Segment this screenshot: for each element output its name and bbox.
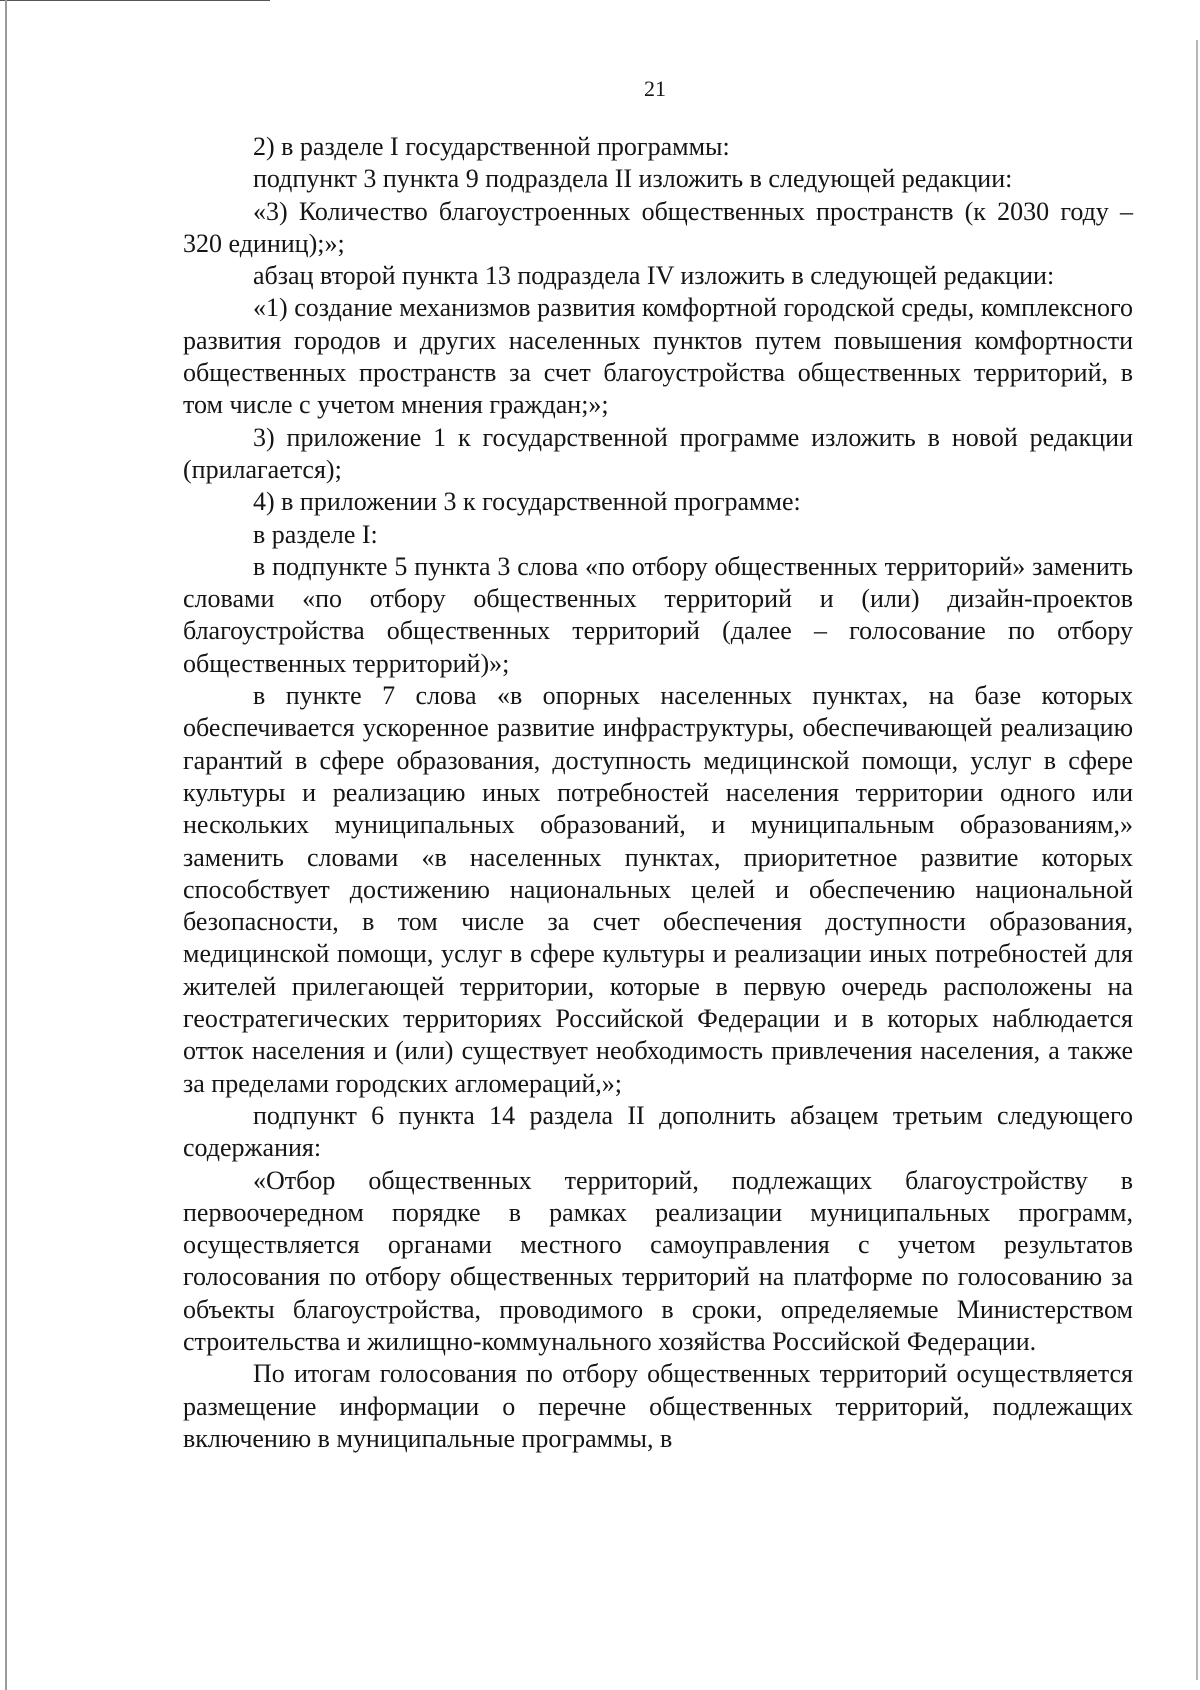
paragraph: в подпункте 5 пункта 3 слова «по отбору общественных территорий» заменить словами «по отбору общественных территорий и (или) дизайн-проектов благоустройства общественных территорий (далее – голосование по отбору общественных территорий)»; — [183, 551, 1133, 678]
paragraph: подпункт 3 пункта 9 подраздела II изложить в следующей редакции: — [253, 164, 1013, 194]
paragraph: «Отбор общественных территорий, подлежащих благоустройству в первоочередном порядке в рамках реализации муниципальных программ, осуществляется органами местного самоуправления с учетом результатов голосования по отбору общественных территорий на платформе по голосованию за объекты благоустройства, проводимого в сроки, определяемые Министерством строительства и жилищно-коммунального хозяйства Российской Федерации. — [183, 1165, 1133, 1356]
page-number: 21 — [644, 76, 666, 101]
paragraph: 2) в разделе I государственной программы: — [253, 132, 730, 161]
scan-edge-top — [0, 0, 270, 1]
paragraph: 4) в приложении 3 к государственной программе: — [253, 487, 801, 517]
paragraph: «3) Количество благоустроенных общественных пространств (к 2030 году – 320 единиц);»; — [183, 196, 1133, 258]
document-body — [183, 131, 1133, 1455]
paragraph: По итогам голосования по отбору общественных территорий осуществляется размещение информации о перечне общественных территорий, подлежащих включению в муниципальные программы, в — [183, 1359, 1133, 1453]
scan-edge-right — [1196, 40, 1198, 1680]
paragraph: 3) приложение 1 к государственной программе изложить в новой редакции (прилагается); — [183, 422, 1133, 484]
paragraph: в разделе I: — [253, 519, 378, 549]
paragraph: в пункте 7 слова «в опорных населенных пунктах, на базе которых обеспечивается ускоренное развитие инфраструктуры, обеспечивающей реализацию гарантий в сфере образования, доступность медицинской помощи, услуг в сфере культуры и реализацию иных потребностей населения территории одного или нескольких муниципальных образований, и муниципальным образованиям,» заменить словами «в населенных пунктах, приоритетное развитие которых способствует достижению национальных целей и обеспечению национальной безопасности, в том числе за счет обеспечения доступности образования, медицинской помощи, услуг в сфере культуры и реализации иных потребностей для жителей прилегающей территории, которые в первую очередь расположены на геостратегических территориях Российской Федерации и в которых наблюдается отток населения и (или) существует необходимость привлечения населения, а также за пределами городских агломераций,»; — [183, 681, 1133, 1098]
paragraph: «1) создание механизмов развития комфортной городской среды, комплексного развития городов и других населенных пунктов путем повышения комфортности общественных пространств за счет благоустройства общественных территорий, в том числе с учетом мнения граждан;»; — [183, 293, 1133, 420]
paragraph: подпункт 6 пункта 14 раздела II дополнить абзацем третьим следующего содержания: — [183, 1100, 1133, 1163]
scan-edge-left — [5, 0, 7, 1690]
paragraph: абзац второй пункта 13 подраздела IV изложить в следующей редакции: — [253, 261, 1055, 291]
